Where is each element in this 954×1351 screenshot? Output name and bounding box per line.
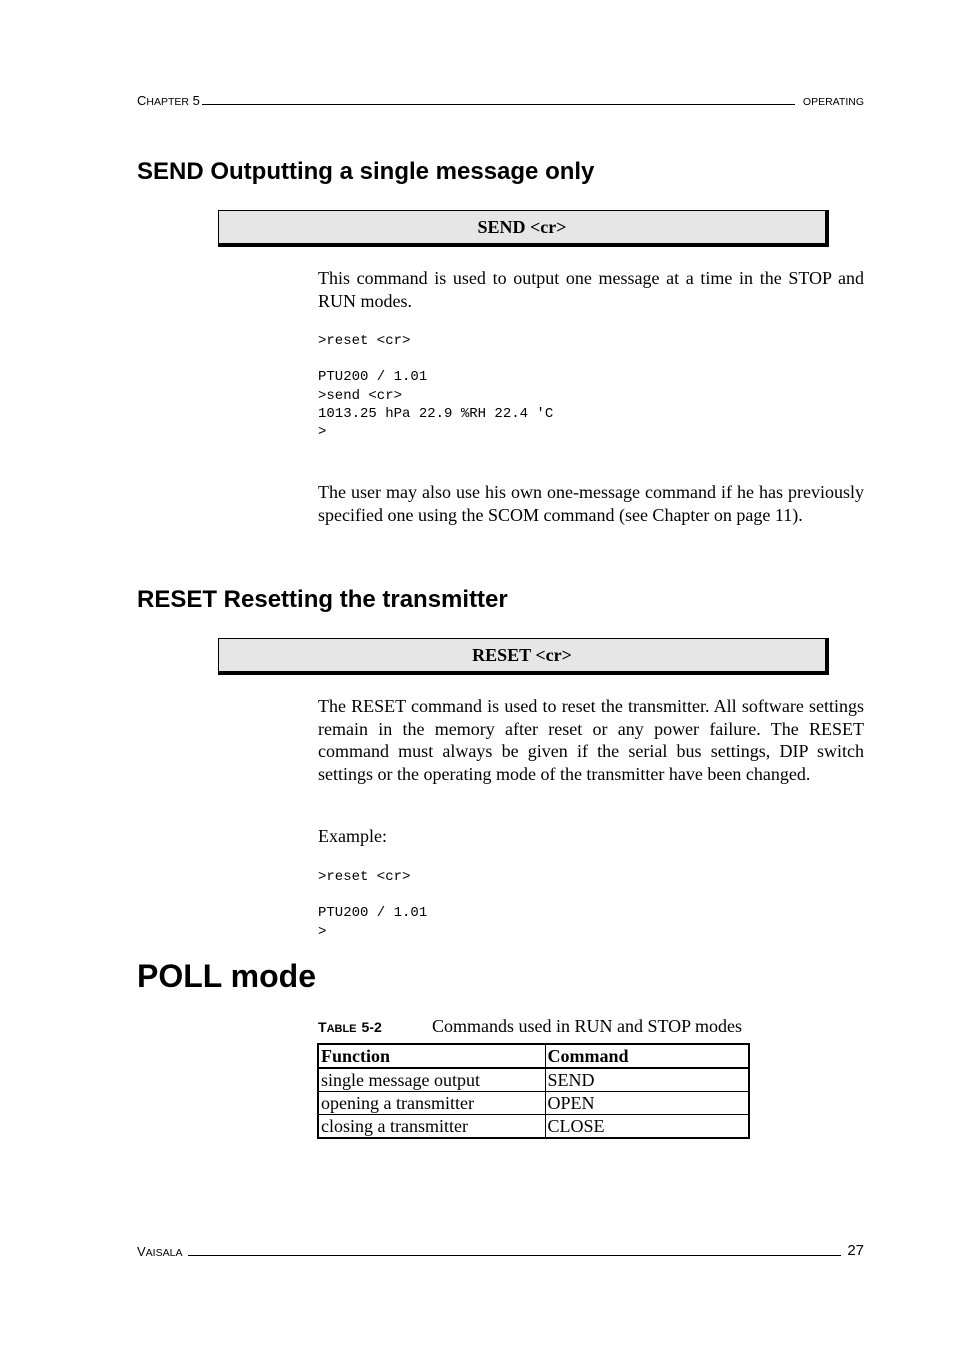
send-heading: SEND Outputting a single message only [137, 158, 595, 185]
header-rule [202, 103, 795, 105]
table-cell: CLOSE [545, 1115, 749, 1139]
table-cell: opening a transmitter [318, 1092, 545, 1115]
table-caption [318, 1016, 742, 1037]
table-row [318, 1092, 749, 1115]
send-description: This command is used to output one message at a time in the STOP and RUN modes. [318, 268, 864, 311]
table-cell: SEND [545, 1068, 749, 1092]
table-row [318, 1115, 749, 1139]
running-header [137, 92, 864, 108]
chapter-label: CHAPTER 5 [137, 93, 200, 108]
column-header-command: Command [545, 1044, 749, 1068]
table-cell: single message output [318, 1068, 545, 1092]
table-row [318, 1068, 749, 1092]
running-footer [137, 1241, 864, 1259]
table-cell: OPEN [545, 1092, 749, 1115]
poll-heading: POLL mode [137, 958, 316, 994]
reset-code-example: >reset <cr> PTU200 / 1.01 > [318, 869, 428, 940]
send-note: The user may also use his own one-message command if he has previously specified one using the SCOM command (see Chapter on page 11). [318, 482, 864, 525]
commands-table [317, 1043, 750, 1139]
reset-example-label: Example: [318, 826, 387, 846]
table-caption-text: Commands used in RUN and STOP modes [432, 1016, 743, 1036]
page-number: 27 [847, 1242, 864, 1259]
column-header-function: Function [318, 1044, 545, 1068]
reset-heading: RESET Resetting the transmitter [137, 586, 508, 613]
company-label: VAISALA [137, 1244, 183, 1259]
footer-rule [188, 1254, 841, 1256]
table-cell: closing a transmitter [318, 1115, 545, 1139]
table-label: TABLE 5-2 [318, 1019, 382, 1035]
send-code-example: >reset <cr> PTU200 / 1.01 >send <cr> 1013.25 hPa 22.9 %RH 22.4 'C > [318, 333, 554, 441]
section-label: OPERATING [802, 96, 864, 108]
reset-description: The RESET command is used to reset the transmitter. All software settings remain in the memory after reset or any power failure. The RESET command must always be given if the serial bus settings, DIP switch settings or the operating mode of the transmitter have been changed. [318, 696, 864, 784]
reset-command-box: RESET <cr> [218, 638, 829, 675]
send-command-box: SEND <cr> [218, 210, 829, 247]
table-header-row [318, 1044, 749, 1068]
